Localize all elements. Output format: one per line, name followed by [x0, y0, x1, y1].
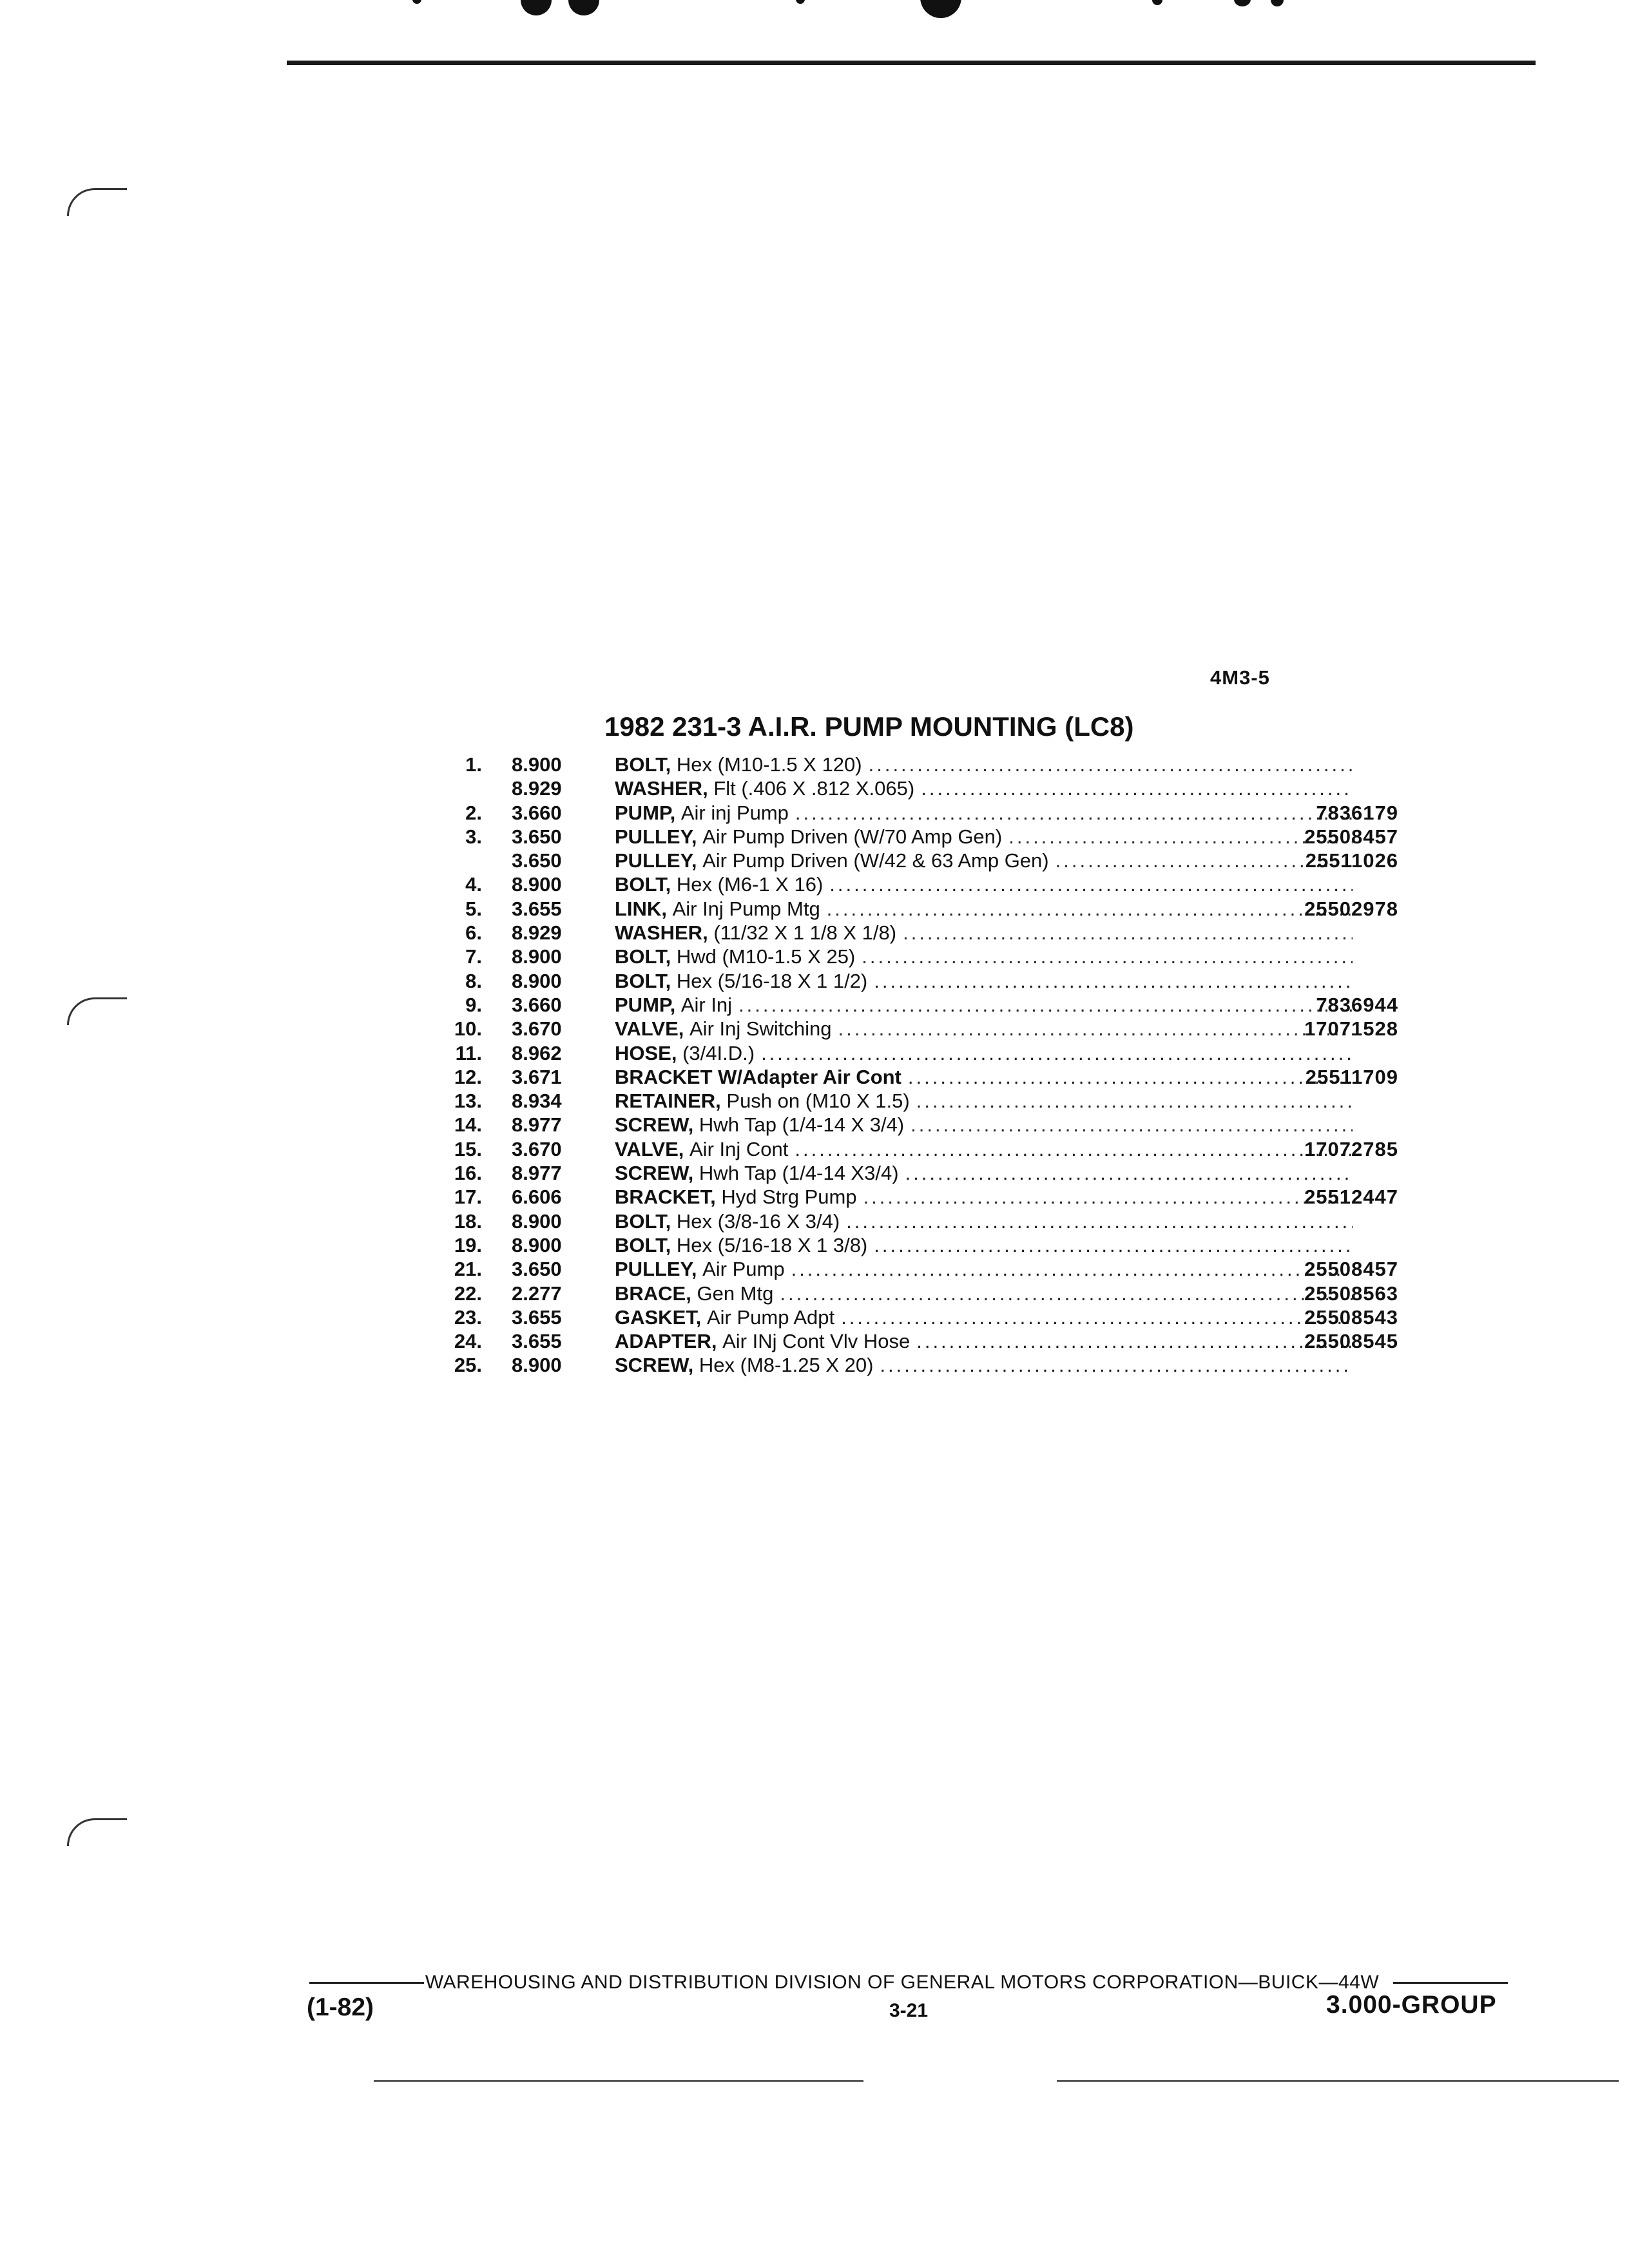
binder-hole — [521, 0, 552, 15]
part-name: BOLT, — [615, 873, 671, 896]
part-name: RETAINER, — [615, 1090, 721, 1113]
punch-hole-mark — [67, 997, 127, 1025]
part-row — [412, 1257, 1398, 1281]
part-name: PUMP, — [615, 993, 676, 1016]
part-group-number: 3.660 — [512, 801, 562, 824]
part-name: BOLT, — [615, 753, 671, 776]
binder-hole — [920, 0, 961, 18]
part-row — [412, 993, 1398, 1017]
leader-dots — [874, 969, 1353, 993]
part-detail: Flt (.406 X .812 X.065) — [713, 777, 915, 800]
part-group-number: 3.650 — [512, 1258, 562, 1281]
part-name: WASHER, — [615, 921, 708, 945]
part-group-number: 8.977 — [512, 1113, 562, 1137]
part-group-number: 8.977 — [512, 1162, 562, 1185]
part-detail: Hex (5/16-18 X 1 1/2) — [676, 969, 868, 992]
part-name: BOLT, — [615, 969, 671, 992]
leader-dots — [880, 1353, 1353, 1377]
part-row — [412, 921, 1398, 945]
leader-dots — [869, 753, 1353, 776]
part-group-number: 8.900 — [512, 945, 562, 968]
part-ref-number: 9. — [465, 993, 482, 1016]
part-detail: Air Inj Cont — [689, 1137, 789, 1160]
part-ref-number: 17. — [454, 1186, 482, 1209]
leader-dots — [911, 1113, 1353, 1137]
part-number: 25508457 — [1304, 825, 1398, 848]
top-rule — [287, 61, 1536, 65]
part-description — [615, 753, 1353, 776]
part-ref-number: 18. — [454, 1209, 482, 1233]
binder-hole — [1234, 0, 1251, 6]
part-ref-number: 10. — [454, 1017, 482, 1041]
part-number: 25502978 — [1304, 897, 1398, 920]
part-name: HOSE, — [615, 1041, 677, 1064]
part-group-number: 3.650 — [512, 849, 562, 872]
part-name: BOLT, — [615, 1209, 671, 1233]
leader-dots — [905, 1161, 1353, 1185]
part-group-number: 3.650 — [512, 825, 562, 848]
parts-list — [412, 753, 1398, 1378]
part-ref-number: 12. — [454, 1065, 482, 1088]
part-description — [615, 801, 1353, 825]
leader-dots — [862, 945, 1353, 968]
page-code: 4M3-5 — [1210, 666, 1270, 689]
part-name: WASHER, — [615, 777, 708, 800]
leader-dots — [874, 1233, 1353, 1257]
leader-dots — [916, 1089, 1353, 1113]
part-ref-number: 13. — [454, 1090, 482, 1113]
part-name: SCREW, — [615, 1162, 694, 1185]
part-ref-number: 15. — [454, 1137, 482, 1160]
part-row — [412, 1137, 1398, 1161]
part-name: PULLEY, — [615, 825, 697, 848]
part-group-number: 8.929 — [512, 921, 562, 945]
part-group-number: 3.670 — [512, 1137, 562, 1160]
punch-hole-mark — [67, 188, 127, 216]
part-description — [615, 1185, 1353, 1209]
leader-dots — [791, 1257, 1353, 1281]
part-row — [412, 1209, 1398, 1233]
part-description — [615, 993, 1353, 1017]
part-detail: Hex (3/8-16 X 3/4) — [676, 1209, 840, 1233]
part-description — [615, 1233, 1353, 1257]
part-name: BOLT, — [615, 1233, 671, 1256]
part-name: BRACKET, — [615, 1186, 716, 1209]
leader-dots — [838, 1017, 1353, 1041]
part-name: VALVE, — [615, 1137, 684, 1160]
leader-dots — [761, 1041, 1353, 1065]
part-description — [615, 1353, 1353, 1377]
part-ref-number: 3. — [465, 825, 482, 848]
leader-dots — [908, 1065, 1353, 1089]
part-ref-number: 1. — [465, 753, 482, 776]
part-detail: (11/32 X 1 1/8 X 1/8) — [713, 921, 897, 945]
part-number: 25512447 — [1304, 1186, 1398, 1209]
part-detail: Air Inj Switching — [689, 1017, 832, 1041]
part-row — [412, 1282, 1398, 1305]
part-group-number: 3.671 — [512, 1065, 562, 1088]
part-ref-number: 4. — [465, 873, 482, 896]
part-description — [615, 1257, 1353, 1281]
part-ref-number: 19. — [454, 1233, 482, 1256]
part-group-number: 8.929 — [512, 777, 562, 800]
leader-dots — [829, 872, 1353, 896]
footer-date: (1-82) — [307, 1994, 374, 2021]
part-row — [412, 945, 1398, 968]
part-row — [412, 1065, 1398, 1089]
punch-hole-mark — [67, 1818, 127, 1846]
part-ref-number: 23. — [454, 1305, 482, 1329]
part-number: 25511026 — [1305, 849, 1398, 872]
part-detail: Air Pump Adpt — [706, 1305, 835, 1329]
leader-dots — [780, 1282, 1353, 1305]
part-group-number: 8.900 — [512, 969, 562, 992]
part-ref-number: 24. — [454, 1330, 482, 1353]
part-ref-number: 7. — [465, 945, 482, 968]
part-number: 7836179 — [1316, 801, 1398, 824]
part-number: 25508563 — [1304, 1282, 1398, 1305]
part-name: LINK, — [615, 897, 667, 920]
part-row — [412, 1089, 1398, 1113]
part-description — [615, 945, 1353, 968]
part-name: BRACKET W/Adapter Air Cont — [615, 1065, 901, 1088]
leader-dots — [1008, 825, 1353, 849]
part-detail: Hex (M10-1.5 X 120) — [676, 753, 862, 776]
part-description — [615, 897, 1353, 921]
leader-dots — [795, 801, 1353, 825]
part-detail: Hex (M8-1.25 X 20) — [699, 1354, 874, 1377]
binder-hole — [1152, 0, 1162, 5]
part-number: 17072785 — [1304, 1137, 1398, 1160]
part-ref-number: 21. — [454, 1258, 482, 1281]
part-ref-number: 25. — [454, 1354, 482, 1377]
part-row — [412, 753, 1398, 776]
part-group-number: 8.900 — [512, 1233, 562, 1256]
part-row — [412, 1233, 1398, 1257]
part-name: PULLEY, — [615, 849, 697, 872]
part-description — [615, 776, 1353, 800]
bottom-rule — [1057, 2080, 1619, 2082]
part-ref-number: 11. — [455, 1041, 482, 1064]
part-description — [615, 969, 1353, 993]
footer-page-number: 3-21 — [889, 2000, 929, 2021]
part-name: PUMP, — [615, 801, 676, 824]
part-detail: Hwh Tap (1/4-14 X 3/4) — [699, 1113, 905, 1137]
part-description — [615, 1137, 1353, 1161]
part-row — [412, 825, 1398, 849]
part-detail: Hwh Tap (1/4-14 X3/4) — [699, 1162, 899, 1185]
part-row — [412, 1161, 1398, 1185]
leader-dots — [827, 897, 1353, 921]
part-description — [615, 1329, 1353, 1353]
part-group-number: 3.660 — [512, 993, 562, 1016]
part-number: 17071528 — [1304, 1017, 1398, 1041]
part-group-number: 3.670 — [512, 1017, 562, 1041]
part-detail: Air Pump Driven (W/42 & 63 Amp Gen) — [702, 849, 1049, 872]
part-row — [412, 969, 1398, 993]
part-description — [615, 825, 1353, 849]
part-detail: Hex (M6-1 X 16) — [676, 873, 824, 896]
part-row — [412, 801, 1398, 825]
part-row — [412, 1017, 1398, 1041]
part-detail: (3/4I.D.) — [682, 1041, 755, 1064]
part-name: SCREW, — [615, 1113, 694, 1137]
part-group-number: 8.900 — [512, 753, 562, 776]
part-ref-number: 16. — [454, 1162, 482, 1185]
part-group-number: 8.934 — [512, 1090, 562, 1113]
leader-dots — [841, 1305, 1353, 1329]
part-group-number: 6.606 — [512, 1186, 562, 1209]
part-group-number: 3.655 — [512, 1330, 562, 1353]
leader-dots — [738, 993, 1353, 1017]
part-detail: Air Pump Driven (W/70 Amp Gen) — [702, 825, 1003, 848]
part-description — [615, 1113, 1353, 1137]
part-row — [412, 872, 1398, 896]
part-description — [615, 1065, 1353, 1089]
part-detail: Air Inj — [680, 993, 733, 1016]
part-ref-number: 14. — [454, 1113, 482, 1137]
part-name: BRACE, — [615, 1282, 691, 1305]
part-group-number: 8.900 — [512, 873, 562, 896]
part-description — [615, 1161, 1353, 1185]
part-detail: Hex (5/16-18 X 1 3/8) — [676, 1233, 868, 1256]
part-number: 25508543 — [1304, 1305, 1398, 1329]
part-name: ADAPTER, — [615, 1330, 717, 1353]
part-name: GASKET, — [615, 1305, 702, 1329]
part-number: 25508545 — [1304, 1330, 1398, 1353]
part-name: SCREW, — [615, 1354, 694, 1377]
part-description — [615, 1017, 1353, 1041]
part-name: BOLT, — [615, 945, 671, 968]
part-name: VALVE, — [615, 1017, 684, 1041]
binder-hole — [568, 0, 599, 15]
page-title: 1982 231-3 A.I.R. PUMP MOUNTING (LC8) — [604, 711, 1134, 742]
part-description — [615, 1209, 1353, 1233]
binder-hole — [412, 0, 421, 4]
part-detail: Hyd Strg Pump — [721, 1186, 857, 1209]
footer-rule-left — [309, 1982, 424, 1984]
part-row — [412, 1185, 1398, 1209]
part-detail: Hwd (M10-1.5 X 25) — [676, 945, 856, 968]
part-row — [412, 849, 1398, 872]
part-row — [412, 897, 1398, 921]
leader-dots — [903, 921, 1353, 945]
part-detail: Air Inj Pump Mtg — [672, 897, 820, 920]
part-ref-number: 22. — [454, 1282, 482, 1305]
bottom-rule — [374, 2080, 863, 2082]
part-number: 25508457 — [1304, 1258, 1398, 1281]
part-detail: Air inj Pump — [680, 801, 789, 824]
part-description — [615, 1089, 1353, 1113]
part-group-number: 3.655 — [512, 1305, 562, 1329]
leader-dots — [916, 1329, 1353, 1353]
part-detail: Push on (M10 X 1.5) — [726, 1090, 910, 1113]
footer-publisher: WAREHOUSING AND DISTRIBUTION DIVISION OF GENERAL MOTORS CORPORATION—BUICK—44W — [425, 1972, 1380, 1993]
binder-hole — [1271, 0, 1284, 6]
leader-dots — [795, 1137, 1353, 1161]
part-name: PULLEY, — [615, 1258, 697, 1281]
part-ref-number: 5. — [465, 897, 482, 920]
part-row — [412, 1305, 1398, 1329]
part-ref-number: 6. — [465, 921, 482, 945]
leader-dots — [863, 1185, 1353, 1209]
leader-dots — [921, 776, 1353, 800]
part-row — [412, 1329, 1398, 1353]
part-detail: Gen Mtg — [697, 1282, 774, 1305]
footer-group: 3.000-GROUP — [1326, 1991, 1497, 2019]
binder-hole — [796, 0, 805, 4]
part-detail: Air Pump — [702, 1258, 785, 1281]
part-description — [615, 872, 1353, 896]
leader-dots — [846, 1209, 1353, 1233]
part-group-number: 8.900 — [512, 1209, 562, 1233]
part-description — [615, 1282, 1353, 1305]
part-ref-number: 2. — [465, 801, 482, 824]
part-group-number: 2.277 — [512, 1282, 562, 1305]
part-group-number: 8.962 — [512, 1041, 562, 1064]
part-number: 7836944 — [1316, 993, 1398, 1016]
footer-rule-right — [1393, 1982, 1508, 1984]
part-description — [615, 849, 1353, 872]
footer-publisher-line — [309, 1972, 1508, 1994]
part-row — [412, 1041, 1398, 1065]
part-number: 25511709 — [1305, 1065, 1398, 1088]
part-description — [615, 921, 1353, 945]
part-row — [412, 1353, 1398, 1377]
part-ref-number: 8. — [465, 969, 482, 992]
part-row — [412, 1113, 1398, 1137]
part-group-number: 3.655 — [512, 897, 562, 920]
part-description — [615, 1305, 1353, 1329]
part-description — [615, 1041, 1353, 1065]
part-row — [412, 776, 1398, 800]
part-detail: Air INj Cont Vlv Hose — [722, 1330, 911, 1353]
part-group-number: 8.900 — [512, 1354, 562, 1377]
